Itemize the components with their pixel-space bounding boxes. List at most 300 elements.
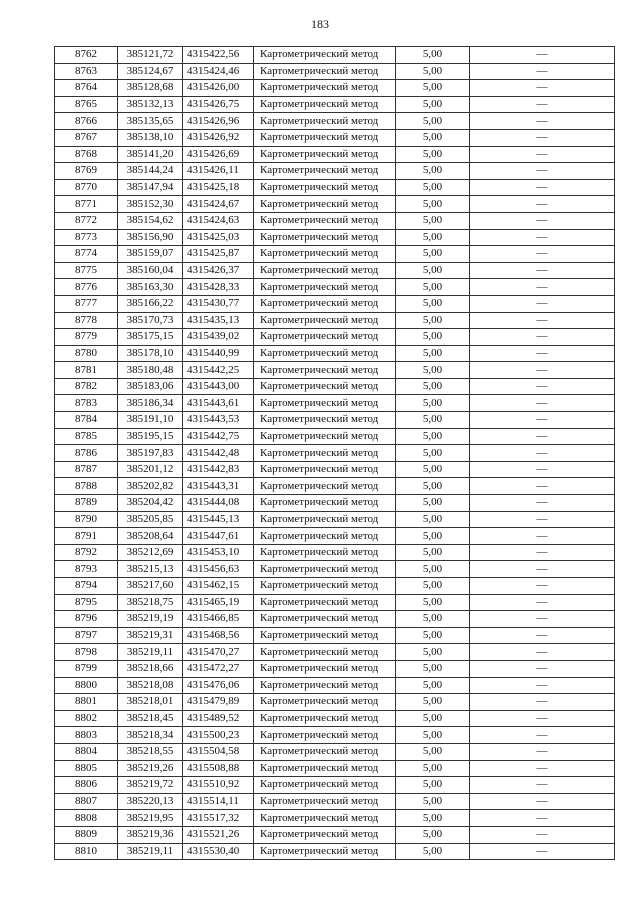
point-number-cell: 8792 <box>55 544 118 561</box>
point-number-cell: 8784 <box>55 412 118 429</box>
note-cell: — <box>470 113 615 130</box>
method-cell: Картометрический метод <box>254 826 396 843</box>
x-coordinate-cell: 385205,85 <box>118 511 183 528</box>
x-coordinate-cell: 385183,06 <box>118 378 183 395</box>
method-cell: Картометрический метод <box>254 495 396 512</box>
method-cell: Картометрический метод <box>254 412 396 429</box>
method-cell: Картометрический метод <box>254 96 396 113</box>
accuracy-cell: 5,00 <box>396 96 470 113</box>
note-cell: — <box>470 212 615 229</box>
table-row <box>55 395 615 412</box>
table-row <box>55 362 615 379</box>
accuracy-cell: 5,00 <box>396 279 470 296</box>
point-number-cell: 8778 <box>55 312 118 329</box>
accuracy-cell: 5,00 <box>396 760 470 777</box>
point-number-cell: 8769 <box>55 163 118 180</box>
method-cell: Картометрический метод <box>254 843 396 860</box>
table-row <box>55 96 615 113</box>
point-number-cell: 8768 <box>55 146 118 163</box>
y-coordinate-cell: 4315426,96 <box>183 113 254 130</box>
point-number-cell: 8782 <box>55 378 118 395</box>
accuracy-cell: 5,00 <box>396 113 470 130</box>
method-cell: Картометрический метод <box>254 461 396 478</box>
y-coordinate-cell: 4315443,00 <box>183 378 254 395</box>
y-coordinate-cell: 4315426,37 <box>183 262 254 279</box>
method-cell: Картометрический метод <box>254 63 396 80</box>
accuracy-cell: 5,00 <box>396 163 470 180</box>
note-cell: — <box>470 578 615 595</box>
accuracy-cell: 5,00 <box>396 312 470 329</box>
x-coordinate-cell: 385159,07 <box>118 246 183 263</box>
y-coordinate-cell: 4315442,25 <box>183 362 254 379</box>
method-cell: Картометрический метод <box>254 760 396 777</box>
method-cell: Картометрический метод <box>254 179 396 196</box>
method-cell: Картометрический метод <box>254 677 396 694</box>
x-coordinate-cell: 385156,90 <box>118 229 183 246</box>
note-cell: — <box>470 594 615 611</box>
note-cell: — <box>470 644 615 661</box>
note-cell: — <box>470 163 615 180</box>
point-number-cell: 8788 <box>55 478 118 495</box>
table-row <box>55 246 615 263</box>
note-cell: — <box>470 627 615 644</box>
x-coordinate-cell: 385197,83 <box>118 445 183 462</box>
accuracy-cell: 5,00 <box>396 710 470 727</box>
table-row <box>55 212 615 229</box>
note-cell: — <box>470 378 615 395</box>
accuracy-cell: 5,00 <box>396 212 470 229</box>
note-cell: — <box>470 511 615 528</box>
accuracy-cell: 5,00 <box>396 345 470 362</box>
accuracy-cell: 5,00 <box>396 412 470 429</box>
y-coordinate-cell: 4315422,56 <box>183 47 254 64</box>
note-cell: — <box>470 295 615 312</box>
method-cell: Картометрический метод <box>254 395 396 412</box>
x-coordinate-cell: 385219,19 <box>118 611 183 628</box>
x-coordinate-cell: 385219,11 <box>118 843 183 860</box>
y-coordinate-cell: 4315426,00 <box>183 80 254 97</box>
y-coordinate-cell: 4315504,58 <box>183 743 254 760</box>
x-coordinate-cell: 385218,01 <box>118 694 183 711</box>
note-cell: — <box>470 495 615 512</box>
y-coordinate-cell: 4315508,88 <box>183 760 254 777</box>
x-coordinate-cell: 385204,42 <box>118 495 183 512</box>
point-number-cell: 8780 <box>55 345 118 362</box>
method-cell: Картометрический метод <box>254 445 396 462</box>
method-cell: Картометрический метод <box>254 627 396 644</box>
accuracy-cell: 5,00 <box>396 146 470 163</box>
note-cell: — <box>470 329 615 346</box>
point-number-cell: 8791 <box>55 528 118 545</box>
x-coordinate-cell: 385154,62 <box>118 212 183 229</box>
x-coordinate-cell: 385218,66 <box>118 660 183 677</box>
note-cell: — <box>470 826 615 843</box>
accuracy-cell: 5,00 <box>396 362 470 379</box>
method-cell: Картометрический метод <box>254 246 396 263</box>
accuracy-cell: 5,00 <box>396 578 470 595</box>
note-cell: — <box>470 710 615 727</box>
point-number-cell: 8796 <box>55 611 118 628</box>
point-number-cell: 8809 <box>55 826 118 843</box>
y-coordinate-cell: 4315530,40 <box>183 843 254 860</box>
table-row <box>55 163 615 180</box>
table-row <box>55 378 615 395</box>
x-coordinate-cell: 385202,82 <box>118 478 183 495</box>
x-coordinate-cell: 385218,55 <box>118 743 183 760</box>
table-row <box>55 329 615 346</box>
point-number-cell: 8772 <box>55 212 118 229</box>
accuracy-cell: 5,00 <box>396 611 470 628</box>
note-cell: — <box>470 395 615 412</box>
point-number-cell: 8765 <box>55 96 118 113</box>
y-coordinate-cell: 4315444,08 <box>183 495 254 512</box>
x-coordinate-cell: 385147,94 <box>118 179 183 196</box>
point-number-cell: 8806 <box>55 777 118 794</box>
method-cell: Картометрический метод <box>254 80 396 97</box>
x-coordinate-cell: 385195,15 <box>118 428 183 445</box>
note-cell: — <box>470 727 615 744</box>
x-coordinate-cell: 385219,36 <box>118 826 183 843</box>
point-number-cell: 8781 <box>55 362 118 379</box>
x-coordinate-cell: 385160,04 <box>118 262 183 279</box>
accuracy-cell: 5,00 <box>396 561 470 578</box>
note-cell: — <box>470 561 615 578</box>
method-cell: Картометрический метод <box>254 561 396 578</box>
y-coordinate-cell: 4315425,87 <box>183 246 254 263</box>
table-row <box>55 743 615 760</box>
point-number-cell: 8777 <box>55 295 118 312</box>
table-row <box>55 777 615 794</box>
point-number-cell: 8787 <box>55 461 118 478</box>
page-number: 183 <box>311 17 329 31</box>
x-coordinate-cell: 385132,13 <box>118 96 183 113</box>
table-row <box>55 511 615 528</box>
accuracy-cell: 5,00 <box>396 694 470 711</box>
accuracy-cell: 5,00 <box>396 229 470 246</box>
point-number-cell: 8804 <box>55 743 118 760</box>
point-number-cell: 8805 <box>55 760 118 777</box>
x-coordinate-cell: 385152,30 <box>118 196 183 213</box>
x-coordinate-cell: 385186,34 <box>118 395 183 412</box>
x-coordinate-cell: 385124,67 <box>118 63 183 80</box>
x-coordinate-cell: 385201,12 <box>118 461 183 478</box>
point-number-cell: 8798 <box>55 644 118 661</box>
table-row <box>55 146 615 163</box>
x-coordinate-cell: 385191,10 <box>118 412 183 429</box>
x-coordinate-cell: 385208,64 <box>118 528 183 545</box>
y-coordinate-cell: 4315430,77 <box>183 295 254 312</box>
y-coordinate-cell: 4315521,26 <box>183 826 254 843</box>
note-cell: — <box>470 362 615 379</box>
table-row <box>55 196 615 213</box>
x-coordinate-cell: 385220,13 <box>118 793 183 810</box>
method-cell: Картометрический метод <box>254 578 396 595</box>
accuracy-cell: 5,00 <box>396 660 470 677</box>
accuracy-cell: 5,00 <box>396 627 470 644</box>
note-cell: — <box>470 677 615 694</box>
y-coordinate-cell: 4315489,52 <box>183 710 254 727</box>
point-number-cell: 8801 <box>55 694 118 711</box>
method-cell: Картометрический метод <box>254 727 396 744</box>
table-row <box>55 229 615 246</box>
point-number-cell: 8767 <box>55 129 118 146</box>
point-number-cell: 8790 <box>55 511 118 528</box>
method-cell: Картометрический метод <box>254 793 396 810</box>
point-number-cell: 8810 <box>55 843 118 860</box>
accuracy-cell: 5,00 <box>396 544 470 561</box>
y-coordinate-cell: 4315470,27 <box>183 644 254 661</box>
table-row <box>55 129 615 146</box>
note-cell: — <box>470 428 615 445</box>
method-cell: Картометрический метод <box>254 47 396 64</box>
point-number-cell: 8779 <box>55 329 118 346</box>
method-cell: Картометрический метод <box>254 212 396 229</box>
y-coordinate-cell: 4315510,92 <box>183 777 254 794</box>
table-row <box>55 710 615 727</box>
x-coordinate-cell: 385141,20 <box>118 146 183 163</box>
accuracy-cell: 5,00 <box>396 495 470 512</box>
x-coordinate-cell: 385138,10 <box>118 129 183 146</box>
x-coordinate-cell: 385178,10 <box>118 345 183 362</box>
point-number-cell: 8807 <box>55 793 118 810</box>
point-number-cell: 8773 <box>55 229 118 246</box>
point-number-cell: 8770 <box>55 179 118 196</box>
x-coordinate-cell: 385135,65 <box>118 113 183 130</box>
y-coordinate-cell: 4315426,92 <box>183 129 254 146</box>
note-cell: — <box>470 793 615 810</box>
y-coordinate-cell: 4315445,13 <box>183 511 254 528</box>
y-coordinate-cell: 4315424,63 <box>183 212 254 229</box>
x-coordinate-cell: 385175,15 <box>118 329 183 346</box>
y-coordinate-cell: 4315443,53 <box>183 412 254 429</box>
x-coordinate-cell: 385128,68 <box>118 80 183 97</box>
point-number-cell: 8762 <box>55 47 118 64</box>
table-row <box>55 627 615 644</box>
point-number-cell: 8785 <box>55 428 118 445</box>
method-cell: Картометрический метод <box>254 262 396 279</box>
table-row <box>55 478 615 495</box>
point-number-cell: 8776 <box>55 279 118 296</box>
y-coordinate-cell: 4315424,67 <box>183 196 254 213</box>
table-row <box>55 578 615 595</box>
x-coordinate-cell: 385163,30 <box>118 279 183 296</box>
table-row <box>55 445 615 462</box>
method-cell: Картометрический метод <box>254 279 396 296</box>
accuracy-cell: 5,00 <box>396 428 470 445</box>
point-number-cell: 8763 <box>55 63 118 80</box>
y-coordinate-cell: 4315426,75 <box>183 96 254 113</box>
note-cell: — <box>470 843 615 860</box>
point-number-cell: 8799 <box>55 660 118 677</box>
note-cell: — <box>470 196 615 213</box>
method-cell: Картометрический метод <box>254 710 396 727</box>
table-row <box>55 179 615 196</box>
accuracy-cell: 5,00 <box>396 395 470 412</box>
y-coordinate-cell: 4315468,56 <box>183 627 254 644</box>
y-coordinate-cell: 4315453,10 <box>183 544 254 561</box>
table-row <box>55 843 615 860</box>
table-row <box>55 279 615 296</box>
table-row <box>55 312 615 329</box>
accuracy-cell: 5,00 <box>396 511 470 528</box>
table-row <box>55 611 615 628</box>
accuracy-cell: 5,00 <box>396 843 470 860</box>
y-coordinate-cell: 4315447,61 <box>183 528 254 545</box>
table-row <box>55 544 615 561</box>
accuracy-cell: 5,00 <box>396 777 470 794</box>
point-number-cell: 8794 <box>55 578 118 595</box>
method-cell: Картометрический метод <box>254 743 396 760</box>
x-coordinate-cell: 385219,11 <box>118 644 183 661</box>
accuracy-cell: 5,00 <box>396 129 470 146</box>
note-cell: — <box>470 412 615 429</box>
method-cell: Картометрический метод <box>254 660 396 677</box>
y-coordinate-cell: 4315517,32 <box>183 810 254 827</box>
method-cell: Картометрический метод <box>254 428 396 445</box>
table-row <box>55 644 615 661</box>
note-cell: — <box>470 694 615 711</box>
point-number-cell: 8766 <box>55 113 118 130</box>
table-row <box>55 262 615 279</box>
accuracy-cell: 5,00 <box>396 63 470 80</box>
y-coordinate-cell: 4315443,61 <box>183 395 254 412</box>
y-coordinate-cell: 4315500,23 <box>183 727 254 744</box>
point-number-cell: 8808 <box>55 810 118 827</box>
table-row <box>55 412 615 429</box>
y-coordinate-cell: 4315425,03 <box>183 229 254 246</box>
point-number-cell: 8803 <box>55 727 118 744</box>
note-cell: — <box>470 63 615 80</box>
point-number-cell: 8795 <box>55 594 118 611</box>
point-number-cell: 8783 <box>55 395 118 412</box>
accuracy-cell: 5,00 <box>396 80 470 97</box>
note-cell: — <box>470 246 615 263</box>
y-coordinate-cell: 4315426,69 <box>183 146 254 163</box>
table-row <box>55 810 615 827</box>
note-cell: — <box>470 611 615 628</box>
x-coordinate-cell: 385180,48 <box>118 362 183 379</box>
note-cell: — <box>470 478 615 495</box>
method-cell: Картометрический метод <box>254 511 396 528</box>
method-cell: Картометрический метод <box>254 362 396 379</box>
method-cell: Картометрический метод <box>254 810 396 827</box>
method-cell: Картометрический метод <box>254 528 396 545</box>
x-coordinate-cell: 385218,45 <box>118 710 183 727</box>
point-number-cell: 8797 <box>55 627 118 644</box>
table-row <box>55 63 615 80</box>
method-cell: Картометрический метод <box>254 163 396 180</box>
table-row <box>55 561 615 578</box>
accuracy-cell: 5,00 <box>396 677 470 694</box>
accuracy-cell: 5,00 <box>396 727 470 744</box>
coordinates-table <box>54 46 615 860</box>
x-coordinate-cell: 385144,24 <box>118 163 183 180</box>
table-row <box>55 793 615 810</box>
table-row <box>55 677 615 694</box>
note-cell: — <box>470 760 615 777</box>
point-number-cell: 8800 <box>55 677 118 694</box>
method-cell: Картометрический метод <box>254 312 396 329</box>
point-number-cell: 8793 <box>55 561 118 578</box>
point-number-cell: 8802 <box>55 710 118 727</box>
note-cell: — <box>470 312 615 329</box>
accuracy-cell: 5,00 <box>396 528 470 545</box>
x-coordinate-cell: 385121,72 <box>118 47 183 64</box>
y-coordinate-cell: 4315465,19 <box>183 594 254 611</box>
table-row <box>55 694 615 711</box>
y-coordinate-cell: 4315426,11 <box>183 163 254 180</box>
note-cell: — <box>470 345 615 362</box>
point-number-cell: 8786 <box>55 445 118 462</box>
method-cell: Картометрический метод <box>254 146 396 163</box>
method-cell: Картометрический метод <box>254 478 396 495</box>
note-cell: — <box>470 660 615 677</box>
y-coordinate-cell: 4315443,31 <box>183 478 254 495</box>
x-coordinate-cell: 385218,34 <box>118 727 183 744</box>
accuracy-cell: 5,00 <box>396 378 470 395</box>
accuracy-cell: 5,00 <box>396 262 470 279</box>
method-cell: Картометрический метод <box>254 644 396 661</box>
method-cell: Картометрический метод <box>254 345 396 362</box>
method-cell: Картометрический метод <box>254 694 396 711</box>
table-row <box>55 113 615 130</box>
table-row <box>55 528 615 545</box>
accuracy-cell: 5,00 <box>396 810 470 827</box>
accuracy-cell: 5,00 <box>396 743 470 760</box>
table-row <box>55 660 615 677</box>
method-cell: Картометрический метод <box>254 777 396 794</box>
note-cell: — <box>470 544 615 561</box>
x-coordinate-cell: 385170,73 <box>118 312 183 329</box>
y-coordinate-cell: 4315456,63 <box>183 561 254 578</box>
y-coordinate-cell: 4315424,46 <box>183 63 254 80</box>
note-cell: — <box>470 229 615 246</box>
x-coordinate-cell: 385219,95 <box>118 810 183 827</box>
accuracy-cell: 5,00 <box>396 196 470 213</box>
point-number-cell: 8771 <box>55 196 118 213</box>
accuracy-cell: 5,00 <box>396 594 470 611</box>
table-row <box>55 495 615 512</box>
note-cell: — <box>470 445 615 462</box>
table-row <box>55 295 615 312</box>
method-cell: Картометрический метод <box>254 378 396 395</box>
y-coordinate-cell: 4315442,83 <box>183 461 254 478</box>
table-row <box>55 727 615 744</box>
method-cell: Картометрический метод <box>254 295 396 312</box>
y-coordinate-cell: 4315442,48 <box>183 445 254 462</box>
method-cell: Картометрический метод <box>254 129 396 146</box>
note-cell: — <box>470 80 615 97</box>
table-row <box>55 594 615 611</box>
y-coordinate-cell: 4315440,99 <box>183 345 254 362</box>
note-cell: — <box>470 528 615 545</box>
accuracy-cell: 5,00 <box>396 295 470 312</box>
note-cell: — <box>470 96 615 113</box>
y-coordinate-cell: 4315425,18 <box>183 179 254 196</box>
x-coordinate-cell: 385218,75 <box>118 594 183 611</box>
y-coordinate-cell: 4315514,11 <box>183 793 254 810</box>
note-cell: — <box>470 179 615 196</box>
x-coordinate-cell: 385219,26 <box>118 760 183 777</box>
coordinates-table-body <box>55 47 615 860</box>
y-coordinate-cell: 4315476,06 <box>183 677 254 694</box>
note-cell: — <box>470 146 615 163</box>
table-row <box>55 428 615 445</box>
accuracy-cell: 5,00 <box>396 329 470 346</box>
note-cell: — <box>470 743 615 760</box>
y-coordinate-cell: 4315428,33 <box>183 279 254 296</box>
method-cell: Картометрический метод <box>254 594 396 611</box>
